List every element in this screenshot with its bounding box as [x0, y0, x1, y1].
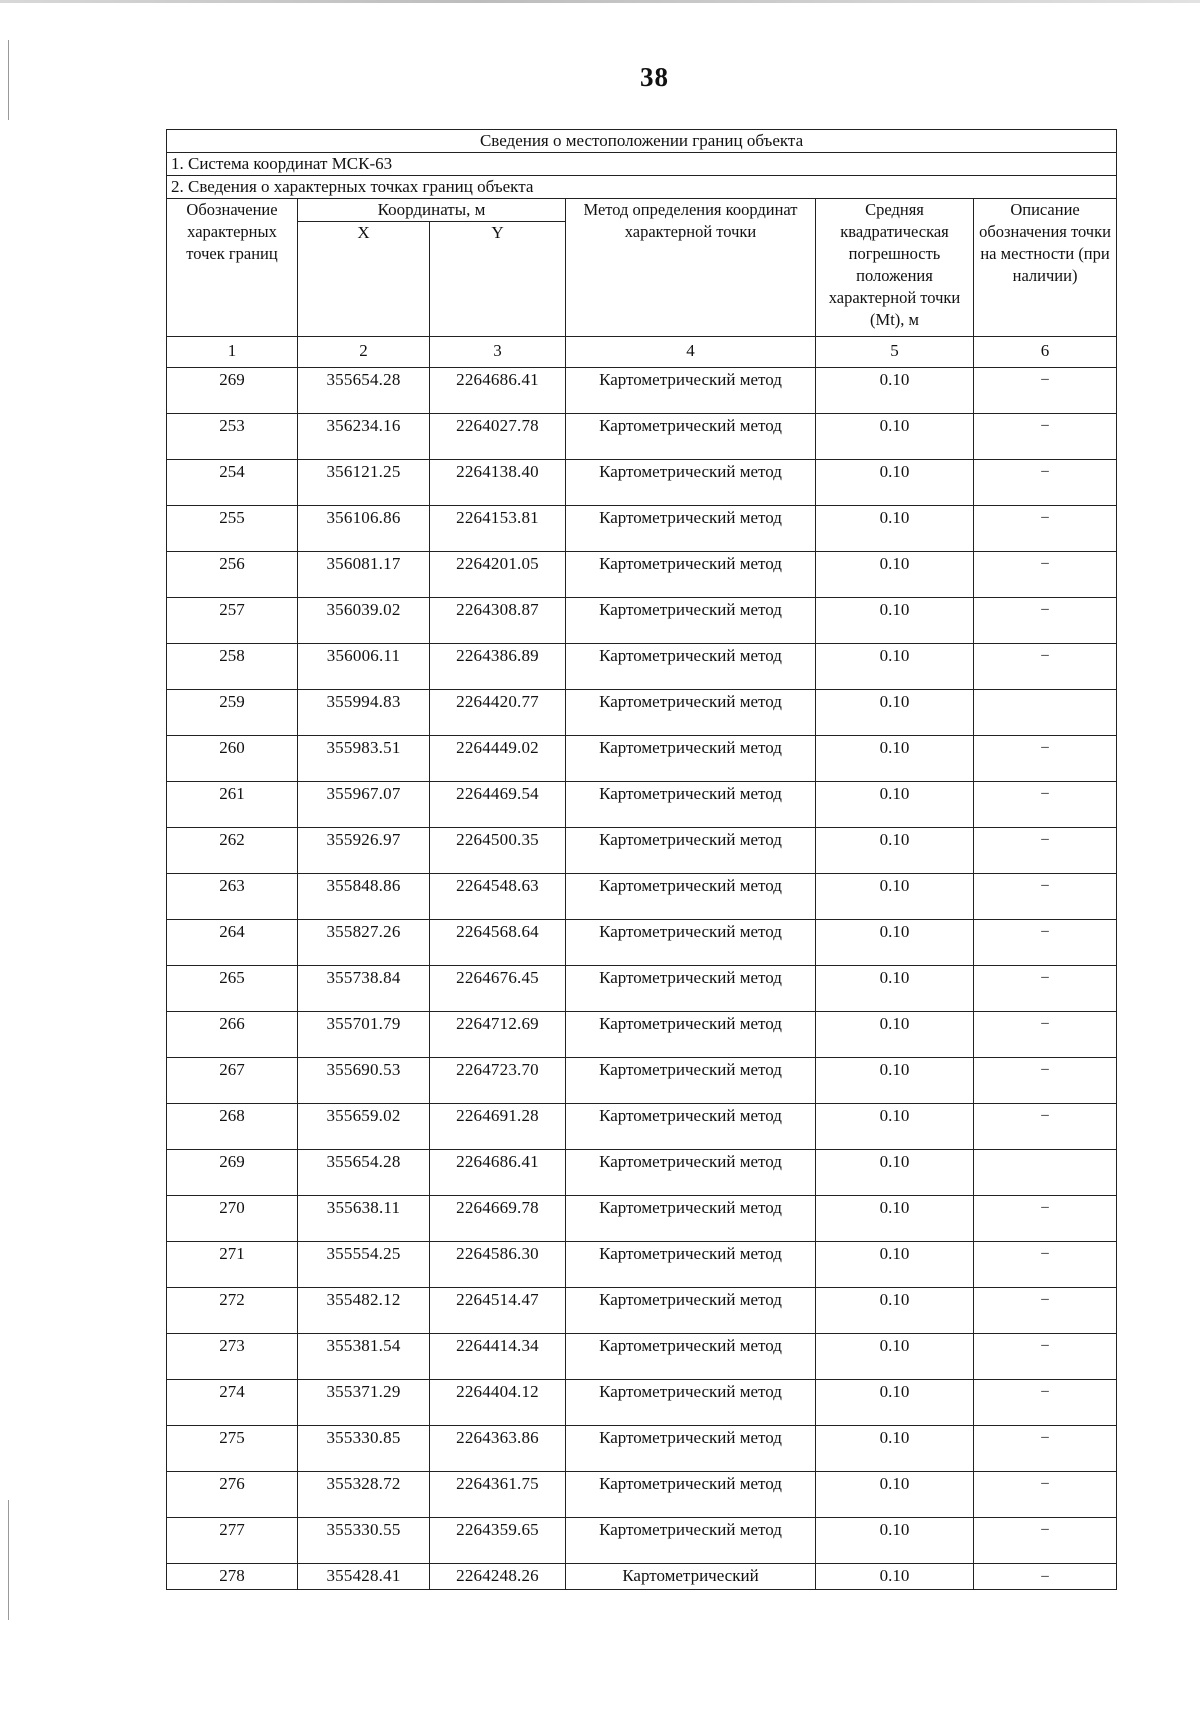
- method-cell: Картометрический метод: [566, 1426, 816, 1472]
- section-title: Сведения о местоположении границ объекта: [167, 130, 1117, 153]
- coord-y-cell: 2264449.02: [430, 736, 566, 782]
- point-cell: 276: [167, 1472, 298, 1518]
- method-cell: Картометрический метод: [566, 1518, 816, 1564]
- coord-y-cell: 2264686.41: [430, 368, 566, 414]
- characteristic-points-label: 2. Сведения о характерных точках границ объекта: [167, 176, 1117, 199]
- section-title-row: [167, 130, 1117, 153]
- table-row: [167, 1104, 1117, 1150]
- coord-x-cell: 356106.86: [298, 506, 430, 552]
- description-cell: –: [974, 1196, 1117, 1242]
- description-cell: –: [974, 828, 1117, 874]
- error-cell: 0.10: [816, 1242, 974, 1288]
- point-cell: 262: [167, 828, 298, 874]
- coord-x-cell: 355659.02: [298, 1104, 430, 1150]
- point-cell: 265: [167, 966, 298, 1012]
- method-cell: Картометрический метод: [566, 598, 816, 644]
- method-cell: Картометрический метод: [566, 828, 816, 874]
- error-cell: 0.10: [816, 1012, 974, 1058]
- error-cell: 0.10: [816, 1472, 974, 1518]
- description-cell: –: [974, 782, 1117, 828]
- error-cell: 0.10: [816, 1518, 974, 1564]
- table-row-last: [167, 1564, 1117, 1590]
- error-cell: 0.10: [816, 1334, 974, 1380]
- coord-x-cell: 355428.41: [298, 1564, 430, 1590]
- coord-x-cell: 355967.07: [298, 782, 430, 828]
- error-cell: 0.10: [816, 368, 974, 414]
- coord-y-cell: 2264669.78: [430, 1196, 566, 1242]
- method-cell: Картометрический метод: [566, 414, 816, 460]
- coord-y-cell: 2264201.05: [430, 552, 566, 598]
- coord-x-cell: 356006.11: [298, 644, 430, 690]
- error-cell: 0.10: [816, 736, 974, 782]
- description-cell: –: [974, 1380, 1117, 1426]
- table-row: [167, 920, 1117, 966]
- coord-x-cell: 356121.25: [298, 460, 430, 506]
- table-row: [167, 1242, 1117, 1288]
- coord-y-cell: 2264469.54: [430, 782, 566, 828]
- point-cell: 275: [167, 1426, 298, 1472]
- method-cell: Картометрический метод: [566, 1242, 816, 1288]
- error-cell: 0.10: [816, 966, 974, 1012]
- column-number: 4: [566, 337, 816, 368]
- coordinate-system-label: 1. Система координат МСК-63: [167, 153, 1117, 176]
- description-cell: –: [974, 552, 1117, 598]
- method-cell: Картометрический метод: [566, 1288, 816, 1334]
- table-row: [167, 736, 1117, 782]
- coord-y-cell: 2264404.12: [430, 1380, 566, 1426]
- point-cell: 254: [167, 460, 298, 506]
- header-description: Описание обозначения точки на местности (при наличии): [974, 199, 1117, 337]
- point-cell: 278: [167, 1564, 298, 1590]
- description-cell: –: [974, 874, 1117, 920]
- description-cell: –: [974, 920, 1117, 966]
- coord-y-cell: 2264248.26: [430, 1564, 566, 1590]
- point-cell: 269: [167, 1150, 298, 1196]
- point-cell: 269: [167, 368, 298, 414]
- description-cell: –: [974, 1518, 1117, 1564]
- table-row: [167, 368, 1117, 414]
- table-row: [167, 966, 1117, 1012]
- error-cell: 0.10: [816, 782, 974, 828]
- table-row: [167, 1196, 1117, 1242]
- coord-x-cell: 355330.85: [298, 1426, 430, 1472]
- method-cell: Картометрический метод: [566, 966, 816, 1012]
- method-cell: Картометрический метод: [566, 506, 816, 552]
- method-cell: Картометрический метод: [566, 690, 816, 736]
- header-x: X: [298, 222, 430, 337]
- header-designation: Обозначение характерных точек границ: [167, 199, 298, 337]
- coord-x-cell: 355926.97: [298, 828, 430, 874]
- point-cell: 268: [167, 1104, 298, 1150]
- description-cell: –: [974, 1472, 1117, 1518]
- coord-y-cell: 2264691.28: [430, 1104, 566, 1150]
- coord-y-cell: 2264386.89: [430, 644, 566, 690]
- page-number: 38: [640, 62, 669, 92]
- description-cell: –: [974, 1334, 1117, 1380]
- coord-x-cell: 355554.25: [298, 1242, 430, 1288]
- coord-x-cell: 356039.02: [298, 598, 430, 644]
- coord-x-cell: 355848.86: [298, 874, 430, 920]
- scan-edge: [0, 0, 1200, 3]
- coord-y-cell: 2264500.35: [430, 828, 566, 874]
- coord-y-cell: 2264586.30: [430, 1242, 566, 1288]
- coord-x-cell: 355701.79: [298, 1012, 430, 1058]
- description-cell: –: [974, 736, 1117, 782]
- method-cell: Картометрический метод: [566, 1058, 816, 1104]
- method-cell: Картометрический метод: [566, 736, 816, 782]
- coord-x-cell: 356234.16: [298, 414, 430, 460]
- table-row: [167, 552, 1117, 598]
- coord-x-cell: 355330.55: [298, 1518, 430, 1564]
- table-row: [167, 506, 1117, 552]
- coord-x-cell: 355738.84: [298, 966, 430, 1012]
- point-cell: 277: [167, 1518, 298, 1564]
- point-cell: 263: [167, 874, 298, 920]
- coord-y-cell: 2264676.45: [430, 966, 566, 1012]
- method-cell: Картометрический: [566, 1564, 816, 1590]
- header-coordinates: Координаты, м: [298, 199, 566, 222]
- error-cell: 0.10: [816, 644, 974, 690]
- error-cell: 0.10: [816, 598, 974, 644]
- header-error: Средняя квадратическая погрешность положения характерной точки (Mt), м: [816, 199, 974, 337]
- coord-y-cell: 2264138.40: [430, 460, 566, 506]
- method-cell: Картометрический метод: [566, 782, 816, 828]
- table-row: [167, 874, 1117, 920]
- point-cell: 272: [167, 1288, 298, 1334]
- table-row: [167, 690, 1117, 736]
- error-cell: 0.10: [816, 506, 974, 552]
- table-row: [167, 782, 1117, 828]
- description-cell: –: [974, 1564, 1117, 1590]
- method-cell: Картометрический метод: [566, 460, 816, 506]
- header-method: Метод определения координат характерной точки: [566, 199, 816, 337]
- coord-x-cell: 355983.51: [298, 736, 430, 782]
- coord-y-cell: 2264308.87: [430, 598, 566, 644]
- coord-x-cell: 355690.53: [298, 1058, 430, 1104]
- description-cell: –: [974, 1426, 1117, 1472]
- coord-y-cell: 2264712.69: [430, 1012, 566, 1058]
- error-cell: 0.10: [816, 1104, 974, 1150]
- point-cell: 274: [167, 1380, 298, 1426]
- coord-x-cell: 355654.28: [298, 1150, 430, 1196]
- scan-margin-mark: [8, 40, 9, 120]
- coord-x-cell: 355654.28: [298, 368, 430, 414]
- table-row: [167, 460, 1117, 506]
- error-cell: 0.10: [816, 1058, 974, 1104]
- coord-x-cell: 355328.72: [298, 1472, 430, 1518]
- coord-y-cell: 2264548.63: [430, 874, 566, 920]
- column-number: 3: [430, 337, 566, 368]
- description-cell: [974, 690, 1117, 736]
- point-cell: 266: [167, 1012, 298, 1058]
- point-cell: 270: [167, 1196, 298, 1242]
- error-cell: 0.10: [816, 1288, 974, 1334]
- description-cell: –: [974, 966, 1117, 1012]
- method-cell: Картометрический метод: [566, 1196, 816, 1242]
- description-cell: –: [974, 1104, 1117, 1150]
- header-y: Y: [430, 222, 566, 337]
- error-cell: 0.10: [816, 1380, 974, 1426]
- point-cell: 267: [167, 1058, 298, 1104]
- column-numbers-row: [167, 337, 1117, 368]
- table-row: [167, 644, 1117, 690]
- coord-x-cell: 355994.83: [298, 690, 430, 736]
- point-cell: 255: [167, 506, 298, 552]
- coord-y-cell: 2264514.47: [430, 1288, 566, 1334]
- error-cell: 0.10: [816, 690, 974, 736]
- coord-y-cell: 2264723.70: [430, 1058, 566, 1104]
- coord-y-cell: 2264686.41: [430, 1150, 566, 1196]
- table-row: [167, 598, 1117, 644]
- method-cell: Картометрический метод: [566, 874, 816, 920]
- coord-y-cell: 2264361.75: [430, 1472, 566, 1518]
- coord-y-cell: 2264420.77: [430, 690, 566, 736]
- scan-margin-mark: [8, 1500, 9, 1620]
- error-cell: 0.10: [816, 1196, 974, 1242]
- description-cell: –: [974, 460, 1117, 506]
- description-cell: –: [974, 368, 1117, 414]
- error-cell: 0.10: [816, 1564, 974, 1590]
- table-row: [167, 1334, 1117, 1380]
- method-cell: Картометрический метод: [566, 1150, 816, 1196]
- coord-x-cell: 355638.11: [298, 1196, 430, 1242]
- description-cell: –: [974, 598, 1117, 644]
- description-cell: –: [974, 1058, 1117, 1104]
- coord-y-cell: 2264414.34: [430, 1334, 566, 1380]
- table-row: [167, 828, 1117, 874]
- point-cell: 261: [167, 782, 298, 828]
- coord-x-cell: 355482.12: [298, 1288, 430, 1334]
- column-number: 5: [816, 337, 974, 368]
- header-row: [167, 199, 1117, 222]
- error-cell: 0.10: [816, 460, 974, 506]
- description-cell: –: [974, 506, 1117, 552]
- boundary-points-table: [166, 129, 1117, 1590]
- method-cell: Картометрический метод: [566, 1012, 816, 1058]
- error-cell: 0.10: [816, 920, 974, 966]
- coord-y-cell: 2264359.65: [430, 1518, 566, 1564]
- description-cell: [974, 1150, 1117, 1196]
- description-cell: –: [974, 644, 1117, 690]
- table-row: [167, 1380, 1117, 1426]
- method-cell: Картометрический метод: [566, 1334, 816, 1380]
- coord-x-cell: 355827.26: [298, 920, 430, 966]
- method-cell: Картометрический метод: [566, 644, 816, 690]
- method-cell: Картометрический метод: [566, 1104, 816, 1150]
- table-row: [167, 1012, 1117, 1058]
- table-row: [167, 1150, 1117, 1196]
- table-row: [167, 1058, 1117, 1104]
- coord-y-cell: 2264363.86: [430, 1426, 566, 1472]
- method-cell: Картометрический метод: [566, 368, 816, 414]
- point-cell: 257: [167, 598, 298, 644]
- coordinate-system-row: [167, 153, 1117, 176]
- point-cell: 260: [167, 736, 298, 782]
- point-cell: 259: [167, 690, 298, 736]
- coord-x-cell: 355371.29: [298, 1380, 430, 1426]
- characteristic-points-row: [167, 176, 1117, 199]
- error-cell: 0.10: [816, 1426, 974, 1472]
- table-row: [167, 1518, 1117, 1564]
- error-cell: 0.10: [816, 414, 974, 460]
- coord-y-cell: 2264153.81: [430, 506, 566, 552]
- table-row: [167, 1288, 1117, 1334]
- table-row: [167, 1472, 1117, 1518]
- error-cell: 0.10: [816, 874, 974, 920]
- point-cell: 258: [167, 644, 298, 690]
- description-cell: –: [974, 1288, 1117, 1334]
- coord-x-cell: 355381.54: [298, 1334, 430, 1380]
- method-cell: Картометрический метод: [566, 1380, 816, 1426]
- coord-y-cell: 2264568.64: [430, 920, 566, 966]
- description-cell: –: [974, 1242, 1117, 1288]
- point-cell: 271: [167, 1242, 298, 1288]
- column-number: 6: [974, 337, 1117, 368]
- error-cell: 0.10: [816, 552, 974, 598]
- description-cell: –: [974, 414, 1117, 460]
- point-cell: 256: [167, 552, 298, 598]
- column-number: 2: [298, 337, 430, 368]
- error-cell: 0.10: [816, 828, 974, 874]
- method-cell: Картометрический метод: [566, 920, 816, 966]
- coord-y-cell: 2264027.78: [430, 414, 566, 460]
- description-cell: –: [974, 1012, 1117, 1058]
- error-cell: 0.10: [816, 1150, 974, 1196]
- coord-x-cell: 356081.17: [298, 552, 430, 598]
- method-cell: Картометрический метод: [566, 1472, 816, 1518]
- point-cell: 273: [167, 1334, 298, 1380]
- table-row: [167, 1426, 1117, 1472]
- point-cell: 264: [167, 920, 298, 966]
- point-cell: 253: [167, 414, 298, 460]
- table-row: [167, 414, 1117, 460]
- column-number: 1: [167, 337, 298, 368]
- method-cell: Картометрический метод: [566, 552, 816, 598]
